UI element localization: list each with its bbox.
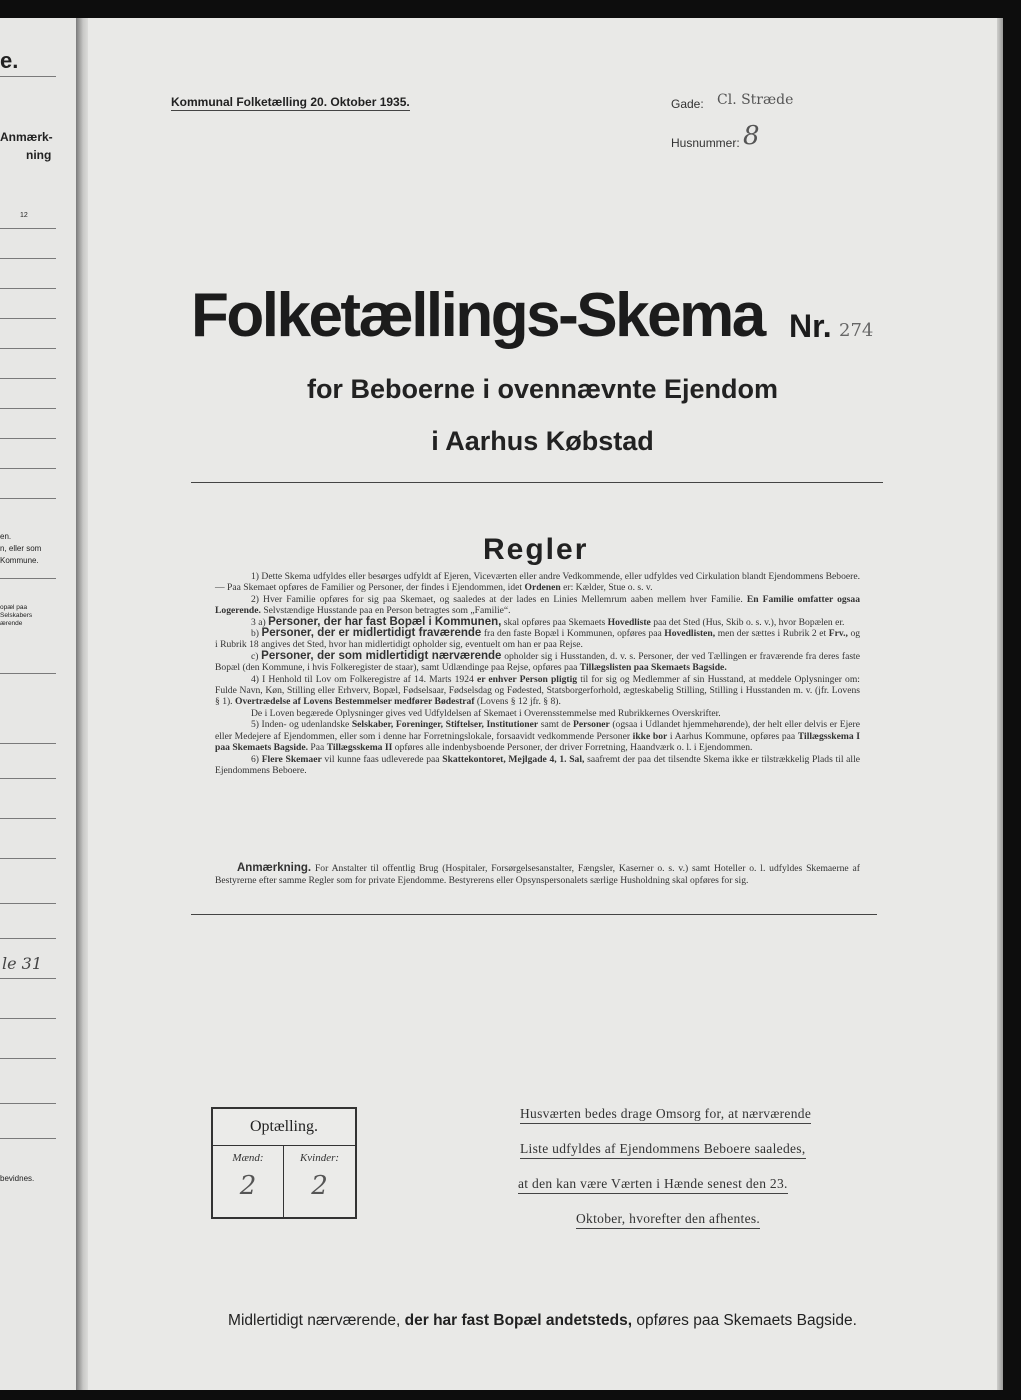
left-fragment-text: bevidnes. [0, 1174, 35, 1183]
notice-line: Oktober, hvorefter den afhentes. [576, 1211, 921, 1227]
notice-line: Liste udfyldes af Ejendommens Beboere saaledes, [520, 1141, 865, 1157]
remark-text: For Anstalter til offentlig Brug (Hospitaler, Forsørgelsesanstalter, Fængsler, Kaserner o. s. v.) samt Hoteller o. l. udfyldes Skemaerne af Bestyrerne efter samme Regler som for private Ejendomme. Bestyrerens eller Opsynspersonalets særlige Husholdning skal opføres for sig. [215, 863, 860, 886]
rules-heading: Regler [483, 533, 589, 566]
husnummer-label: Husnummer: [671, 136, 740, 150]
book-gutter [76, 18, 88, 1390]
rule-3a: 3 a) Personer, der har fast Bopæl i Kommunen, skal opføres paa Skemaets Hovedliste paa det Sted (Hus, Skib o. s. v.), hvor Bopælen er. [251, 615, 845, 628]
rule-4: 4) I Henhold til Lov om Folkeregistre af 14. Marts 1924 er enhver Person pligtig til for sig og Medlemmer af sin Husstand, at meddele Oplysninger om: Fulde Navn, Køn, Stilling eller Erhverv, Bopæl, Fødselsaar, Fødselsdag og Fødested, Statsborgerforhold, ægteskabelig Stilling, Stilling i Husstanden m. v. (jfr. Lovens § 1). Overtrædelse af Lovens Bestemmelser medfører Bødestraf (Lovens § 12 jfr. § 8). [215, 673, 860, 708]
form-subtitle: for Beboerne i ovennævnte Ejendom [306, 374, 779, 404]
rule-3c: c) Personer, der som midlertidigt nærværende opholder sig i Husstanden, d. v. s. Personer, der ved Tællingen er fraværende fra deres faste Bopæl (den Kommune, i hvis Folkeregister de staar), samt Udlændinge paa Rejse, opføres paa Tillægslisten paa Skemaets Bagside. [215, 649, 860, 674]
left-fragment-text: en. [0, 532, 12, 541]
gade-label: Gade: [671, 97, 704, 111]
adjacent-page-fragment [0, 18, 78, 1390]
men-label: Mænd: [232, 1152, 264, 1164]
left-fragment-text: opæl paa [0, 604, 28, 611]
rule-4-note: De i Loven begærede Oplysninger gives ved Udfyldelsen af Skemaet i Overensstemmelse med Rubrikkernes Overskrifter. [251, 707, 721, 719]
count-men-column [213, 1146, 284, 1217]
footer-note: Midlertidigt nærværende, der har fast Bopæl andetsteds, opføres paa Skemaets Bagside. [228, 1312, 857, 1329]
left-fragment-text: Anmærk- [0, 130, 53, 144]
women-label: Kvinder: [299, 1152, 340, 1164]
count-women-column [284, 1146, 355, 1217]
rule-3b: b) Personer, der er midlertidigt fraværende fra den faste Bopæl i Kommunen, opføres paa Hovedlisten, men der sættes i Rubrik 2 et Frv., og i Rubrik 18 angives det Sted, hvor han midlertidigt opholder sig, eventuelt om han er paa Rejse. [215, 627, 861, 651]
left-fragment-text: e. [0, 48, 19, 73]
divider [191, 914, 877, 915]
left-fragment-text: ning [26, 148, 52, 162]
rule-2: 2) Hver Familie opføres for sig paa Skemaet, og saaledes at der lades en Linies Mellemrum aaben mellem hver Familie. En Familie omfatter ogsaa Logerende. Selvstændige Husstande paa en Person betragtes som „Familie“. [215, 593, 860, 617]
left-fragment-text: n, eller som [0, 544, 42, 553]
form-number-value: 274 [839, 320, 874, 341]
form-number-label: Nr. [789, 308, 832, 344]
form-title: Folketællings-Skema [191, 281, 764, 350]
left-fragment-text: Selskabers [0, 612, 33, 619]
page-edge [997, 18, 1003, 1390]
women-count: 2 [311, 1171, 328, 1201]
left-fragment-handwriting: le 31 [2, 954, 43, 973]
notice-line: at den kan være Værten i Hænde senest den 23. [518, 1176, 863, 1192]
notice-line: Husværten bedes drage Omsorg for, at nærværende [520, 1106, 865, 1122]
rule-6: 6) Flere Skemaer vil kunne faas udleverede paa Skattekontoret, Mejlgade 4, 1. Sal, saafremt der paa det tilsendte Skema ikke er tilstrækkelig Plads til alle Ejendommens Beboere. [215, 753, 861, 776]
men-count: 2 [239, 1171, 257, 1201]
rule-5: 5) Inden- og udenlandske Selskaber, Foreninger, Stiftelser, Institutioner samt de Personer (ogsaa i Udlandet hjemmehørende), der helt eller delvis er Ejere eller Medejere af Ejendommen, eller som i denne har Forretningslokale, forsaavidt vedkommende Personer ikke bor i Aarhus Kommune, opføres paa Tillægsskema I paa Skemaets Bagside. Paa Tillægsskema II opføres alle indenbysboende Personer, der driver Forretning, Haandværk o. l. i Ejendommen. [215, 719, 860, 754]
left-fragment-text: 12 [20, 212, 28, 219]
census-form-page [88, 18, 997, 1390]
rules-text [215, 571, 860, 776]
count-box [211, 1107, 357, 1219]
left-fragment-text: ærende [0, 620, 23, 627]
gade-value: Cl. Stræde [717, 92, 794, 108]
divider [191, 482, 883, 483]
census-header: Kommunal Folketælling 20. Oktober 1935. [171, 95, 410, 109]
husnummer-value: 8 [743, 121, 760, 151]
count-box-title: Optælling. [213, 1109, 355, 1146]
remark-block [215, 863, 860, 886]
form-subtitle-city: i Aarhus Købstad [431, 426, 654, 456]
remark-heading: Anmærkning. [237, 862, 312, 874]
rule-1: 1) Dette Skema udfyldes eller besørges udfyldt af Ejeren, Viceværten eller andre Vedkommende, eller udfyldes ved Cirkulation blandt Ejendommens Beboere. — Paa Skemaet opføres de Familier og Personer, der findes i Ejendommen, idet Ordenen er: Kælder, Stue o. s. v. [215, 571, 860, 594]
left-fragment-text: Kommune. [0, 556, 39, 565]
